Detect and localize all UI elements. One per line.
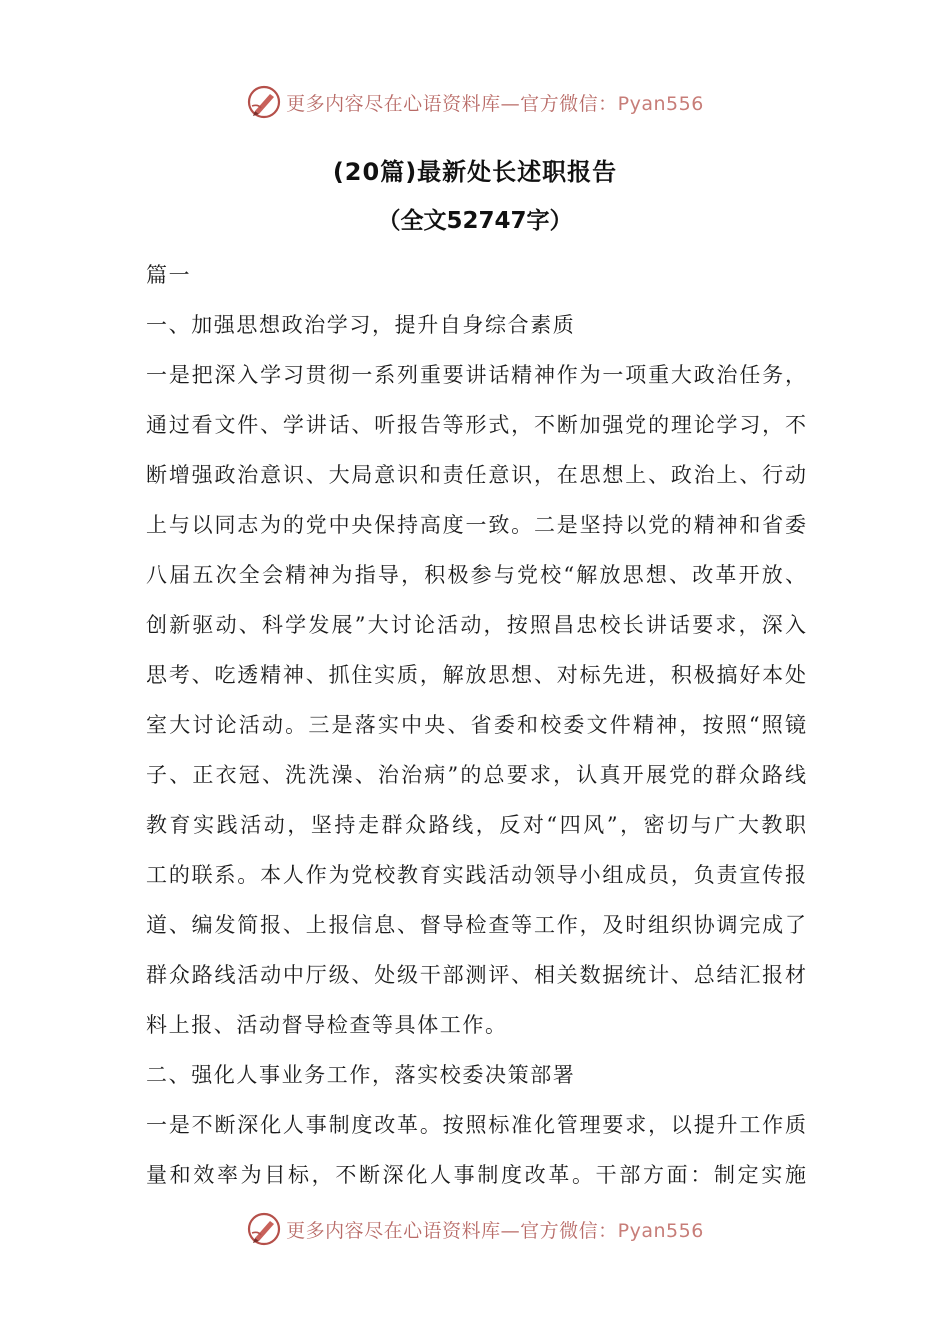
pen-logo-icon	[246, 84, 282, 120]
pen-logo-icon	[246, 1211, 282, 1247]
document-body	[146, 250, 806, 1200]
paragraph-line: 量和效率为目标，不断深化人事制度改革。干部方面：制定实施	[146, 1163, 806, 1187]
watermark-handle: Pyan556	[617, 92, 704, 115]
watermark-header	[0, 80, 950, 124]
document-title: (20篇)最新处长述职报告	[332, 158, 618, 186]
paragraph-line: 教育实践活动，坚持走群众路线，反对“四风”，密切与广大教职	[146, 813, 806, 837]
paragraph-line: 上与以同志为的党中央保持高度一致。二是坚持以党的精神和省委	[146, 513, 806, 537]
paragraph-line: 八届五次全会精神为指导，积极参与党校“解放思想、改革开放、	[146, 563, 806, 587]
watermark-footer	[0, 1207, 950, 1251]
watermark-text: 更多内容尽在心语资料库—官方微信：Pyan556	[286, 92, 704, 115]
paragraph-line: 通过看文件、学讲话、听报告等形式，不断加强党的理论学习，不	[146, 413, 806, 437]
paragraph-line: 工的联系。本人作为党校教育实践活动领导小组成员，负责宣传报	[146, 863, 806, 887]
paragraph-line: 断增强政治意识、大局意识和责任意识，在思想上、政治上、行动	[146, 463, 806, 487]
paragraph-line: 一是不断深化人事制度改革。按照标准化管理要求，以提升工作质	[146, 1113, 806, 1137]
section-heading: 篇一	[146, 263, 192, 287]
paragraph-line: 子、正衣冠、洗洗澡、治治病”的总要求，认真开展党的群众路线	[146, 763, 806, 787]
paragraph-line: 道、编发简报、上报信息、督导检查等工作，及时组织协调完成了	[146, 913, 806, 937]
watermark-text: 更多内容尽在心语资料库—官方微信：Pyan556	[286, 1219, 704, 1242]
subsection-heading: 一、加强思想政治学习，提升自身综合素质	[146, 313, 576, 337]
document-subtitle: （全文52747字）	[377, 208, 573, 234]
paragraph-line: 思考、吃透精神、抓住实质，解放思想、对标先进，积极搞好本处	[146, 663, 806, 687]
paragraph-line: 群众路线活动中厅级、处级干部测评、相关数据统计、总结汇报材	[146, 963, 806, 987]
paragraph-line: 室大讨论活动。三是落实中央、省委和校委文件精神，按照“照镜	[146, 713, 806, 737]
paragraph-line: 一是把深入学习贯彻一系列重要讲话精神作为一项重大政治任务，	[146, 363, 806, 387]
paragraph-line: 料上报、活动督导检查等具体工作。	[146, 1013, 508, 1037]
watermark-handle: Pyan556	[617, 1219, 704, 1242]
subsection-heading: 二、强化人事业务工作，落实校委决策部署	[146, 1063, 576, 1087]
paragraph-line: 创新驱动、科学发展”大讨论活动，按照昌忠校长讲话要求，深入	[146, 613, 806, 637]
